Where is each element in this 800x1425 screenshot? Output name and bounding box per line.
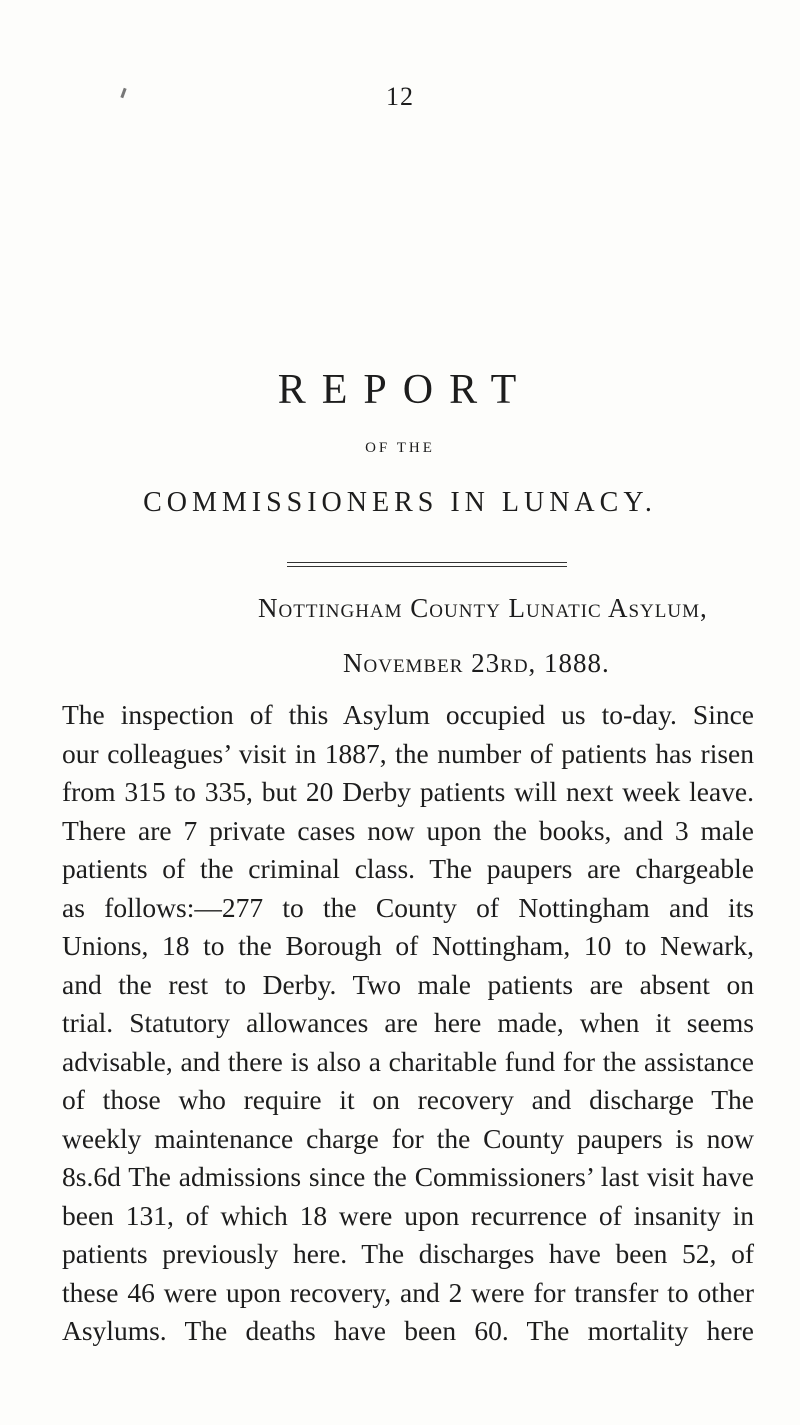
- body-line: The inspection of this Asylum occupied us to-day. Since: [62, 699, 754, 730]
- report-title: REPORT: [277, 367, 533, 413]
- body-line: these 46 were upon recovery, and 2 were for transfer to other: [62, 1276, 754, 1308]
- body-line: Asylums. The deaths have been 60. The mortality here: [62, 1315, 754, 1346]
- body-line: 8s.6d The admissions since the Commissioners’ last visit have: [62, 1161, 754, 1192]
- body-line: our colleagues’ visit in 1887, the number of patients has risen: [62, 737, 754, 769]
- body-line: There are 7 private cases now upon the books, and 3 male: [62, 814, 754, 846]
- double-rule-divider: [287, 562, 567, 567]
- body-line: weekly maintenance charge for the County paupers is now: [62, 1122, 754, 1154]
- body-line: trial. Statutory allowances are here made, when it seems: [62, 1007, 754, 1038]
- asylum-heading: Nottingham County Lunatic Asylum,: [258, 593, 708, 623]
- page-number: 12: [386, 82, 414, 111]
- report-date: November 23rd, 1888.: [343, 648, 610, 678]
- commissioners-heading: COMMISSIONERS IN LUNACY.: [143, 487, 657, 518]
- body-line: from 315 to 335, but 20 Derby patients will next week leave.: [62, 776, 754, 807]
- body-line: patients previously here. The discharges have been 52, of: [62, 1238, 754, 1269]
- body-line: as follows:—277 to the County of Nottingham and its: [62, 891, 754, 923]
- body-line: advisable, and there is also a charitable fund for the assistance: [62, 1045, 754, 1077]
- body-line: and the rest to Derby. Two male patients are absent on: [62, 968, 754, 1000]
- report-body: [62, 696, 754, 1351]
- body-line: patients of the criminal class. The paupers are chargeable: [62, 853, 754, 884]
- body-line: of those who require it on recovery and discharge The: [62, 1084, 754, 1115]
- body-line: been 131, of which 18 were upon recurrence of insanity in: [62, 1199, 754, 1231]
- body-line: Unions, 18 to the Borough of Nottingham, 10 to Newark,: [62, 930, 754, 961]
- title-of-the: OF THE: [365, 440, 435, 456]
